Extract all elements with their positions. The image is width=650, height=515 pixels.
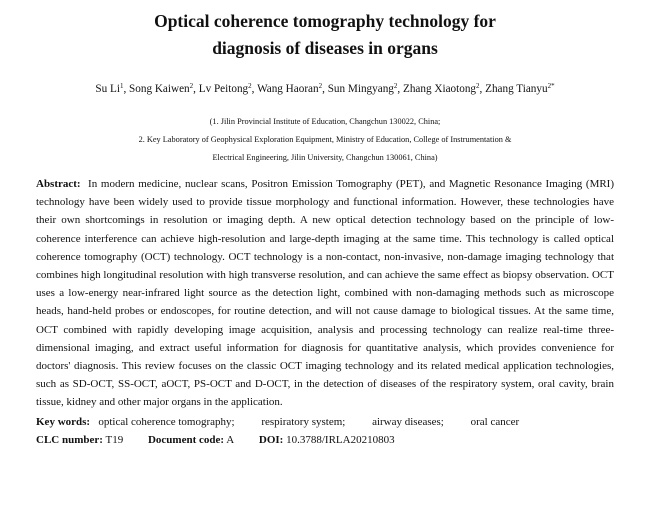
- affiliation-line-3: Electrical Engineering, Jilin University, Changchun 130061, China): [212, 153, 438, 162]
- keyword: respiratory system;: [261, 415, 346, 428]
- author: Su Li$^1$: [95, 82, 124, 95]
- keywords-label: Key words:: [36, 415, 91, 428]
- keyword: oral cancer: [470, 415, 520, 428]
- author: Zhang Tianyu$^{2*}$: [485, 82, 555, 95]
- author: Sun Mingyang$^2$: [327, 82, 398, 95]
- doi: DOI: 10.3788/IRLA20210803: [258, 433, 395, 446]
- author: Zhang Xiaotong$^2$: [403, 82, 480, 95]
- affiliations: [36, 113, 614, 167]
- keyword: optical coherence tomography;: [98, 415, 235, 428]
- keywords: [36, 413, 614, 431]
- author: Song Kaiwen$^2$: [129, 82, 194, 95]
- paper-title: [36, 0, 614, 62]
- keyword: airway diseases;: [372, 415, 444, 428]
- author: Lv Peitong$^2$: [198, 82, 252, 95]
- abstract-label: Abstract:: [36, 178, 81, 190]
- abstract-text: In modern medicine, nuclear scans, Positron Emission Tomography (PET), and Magnetic Resonance Imaging (MRI) technology have been widely used to provide tissue morphology and functional information. However, these technologies have their own shortcomings in resolution or imaging depth. A new optical detection technology based on the principle of low-coherence interference can achieve high-resolution and large-depth imaging at the same time. This technology is called optical coherence tomography (OCT) technology. OCT technology is a non-contact, non-invasive, non-damage imaging technology that combines high longitudinal resolution with high transverse resolution, and can achieve the same effect as biopsy observation. OCT uses a low-energy near-infrared light source as the detection light, combined with non-damaging methods such as microscope heads, hand-held probes or endoscopes, for routine detection, and will not cause damage to biological tissues. At the same time, OCT combined with rapidly developing image acquisition, analysis and processing technology can realize real-time three-dimensional imaging, and extract useful information for diagnosis for quantitative analysis, which provides convenience for doctors' diagnosis. This review focuses on the classic OCT imaging technology and its related medical application technologies, such as SD-OCT, SS-OCT, aOCT, PS-OCT and D-OCT, in the detection of diseases of the respiratory system, oral cavity, brain tissue, kidney and other major organs in the application.: [36, 178, 615, 409]
- affiliation-line-1: (1. Jilin Provincial Institute of Education, Changchun 130022, China;: [209, 117, 441, 126]
- title-line-1: Optical coherence tomography technology for: [154, 11, 496, 31]
- document-code: Document code: A: [147, 433, 235, 446]
- article-meta: [36, 431, 614, 449]
- abstract: [36, 175, 614, 412]
- author: Wang Haoran$^2$: [257, 82, 323, 95]
- author-list: Su Li$^1$, Song Kaiwen$^2$, Lv Peitong$^2$, Wang Haoran$^2$, Sun Mingyang$^2$, Zhang Xiaotong$^2$, Zhang Tianyu$^{2*}$: [95, 82, 555, 95]
- title-line-2: diagnosis of diseases in organs: [212, 38, 438, 58]
- affiliation-line-2: 2. Key Laboratory of Geophysical Exploration Equipment, Ministry of Education, College of Instrumentation &: [138, 135, 512, 144]
- clc-number: CLC number: T19: [36, 433, 124, 446]
